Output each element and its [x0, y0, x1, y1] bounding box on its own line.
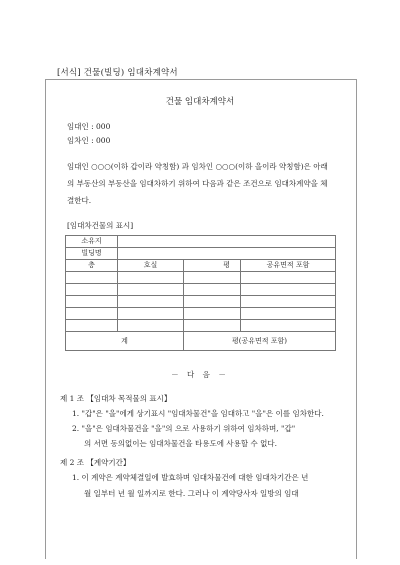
owner-value-cell [118, 236, 336, 248]
table-row [66, 272, 336, 284]
article-2-title: 제 2 조 【계약기간】 [60, 458, 131, 467]
contract-title: 건물 임대차계약서 [165, 97, 235, 107]
article-1-clause-2: 2. "을"은 임대차물건을 "을"의 으로 사용하기 위하여 임차하며, "갑" [72, 424, 296, 433]
article-1-clause-1: 1. "갑"은 "을"에게 상기표시 "임대차물건"을 임대하고 "을"은 이를 임차한다. [72, 409, 324, 418]
table-row [66, 284, 336, 296]
building-value-cell [118, 248, 336, 260]
property-section-label: [임대차건물의 표시] [67, 221, 134, 230]
article-2-clause-1-continued: 월 일부터 년 월 일까지로 한다. 그러나 이 계약당사자 일방의 임대 [84, 489, 299, 498]
property-table [65, 235, 336, 351]
lessee-line: 임차인 : 000 [67, 136, 111, 145]
table-row [66, 308, 336, 320]
intro-line: 의 부동산의 부동산을 임대차하기 위하여 다음과 같은 조건으로 임대차계약을 체 [67, 179, 328, 188]
document-label: [서식] 건물(빌딩) 임대차계약서 [57, 68, 178, 78]
article-1-clause-2-continued: 의 서면 동의없이는 임대차물건을 타용도에 사용할 수 없다. [84, 439, 277, 448]
table-row [66, 248, 336, 260]
intro-line: 임대인 ○○○(이하 갑이라 약칭함) 과 임차인 ○○○(이하 을이라 약칭함)은 아래 [67, 162, 328, 171]
building-label-cell: 빌딩명 [66, 248, 118, 260]
total-label-cell: 계 [66, 332, 184, 351]
table-row [66, 236, 336, 248]
header-area: 평 [184, 260, 241, 272]
section-separator: － 다 음 － [171, 370, 229, 379]
article-1-title: 제 1 조 【임대차 목적물의 표시】 [60, 394, 172, 403]
header-shared-area: 공유면적 포함 [241, 260, 336, 272]
article-2-clause-1: 1. 이 계약은 계약체결일에 발효하며 임대차물건에 대한 임대차기간은 년 [72, 473, 309, 482]
owner-label-cell: 소유지 [66, 236, 118, 248]
table-total-row [66, 332, 336, 351]
table-row [66, 296, 336, 308]
table-row [66, 320, 336, 332]
lessor-line: 임대인 : 000 [67, 122, 111, 131]
header-floor: 층 [66, 260, 118, 272]
table-header-row [66, 260, 336, 272]
intro-line: 결한다. [67, 196, 92, 205]
header-room: 호실 [118, 260, 184, 272]
total-value-cell: 평(공유면적 포함) [184, 332, 336, 351]
contract-intro [67, 158, 347, 209]
